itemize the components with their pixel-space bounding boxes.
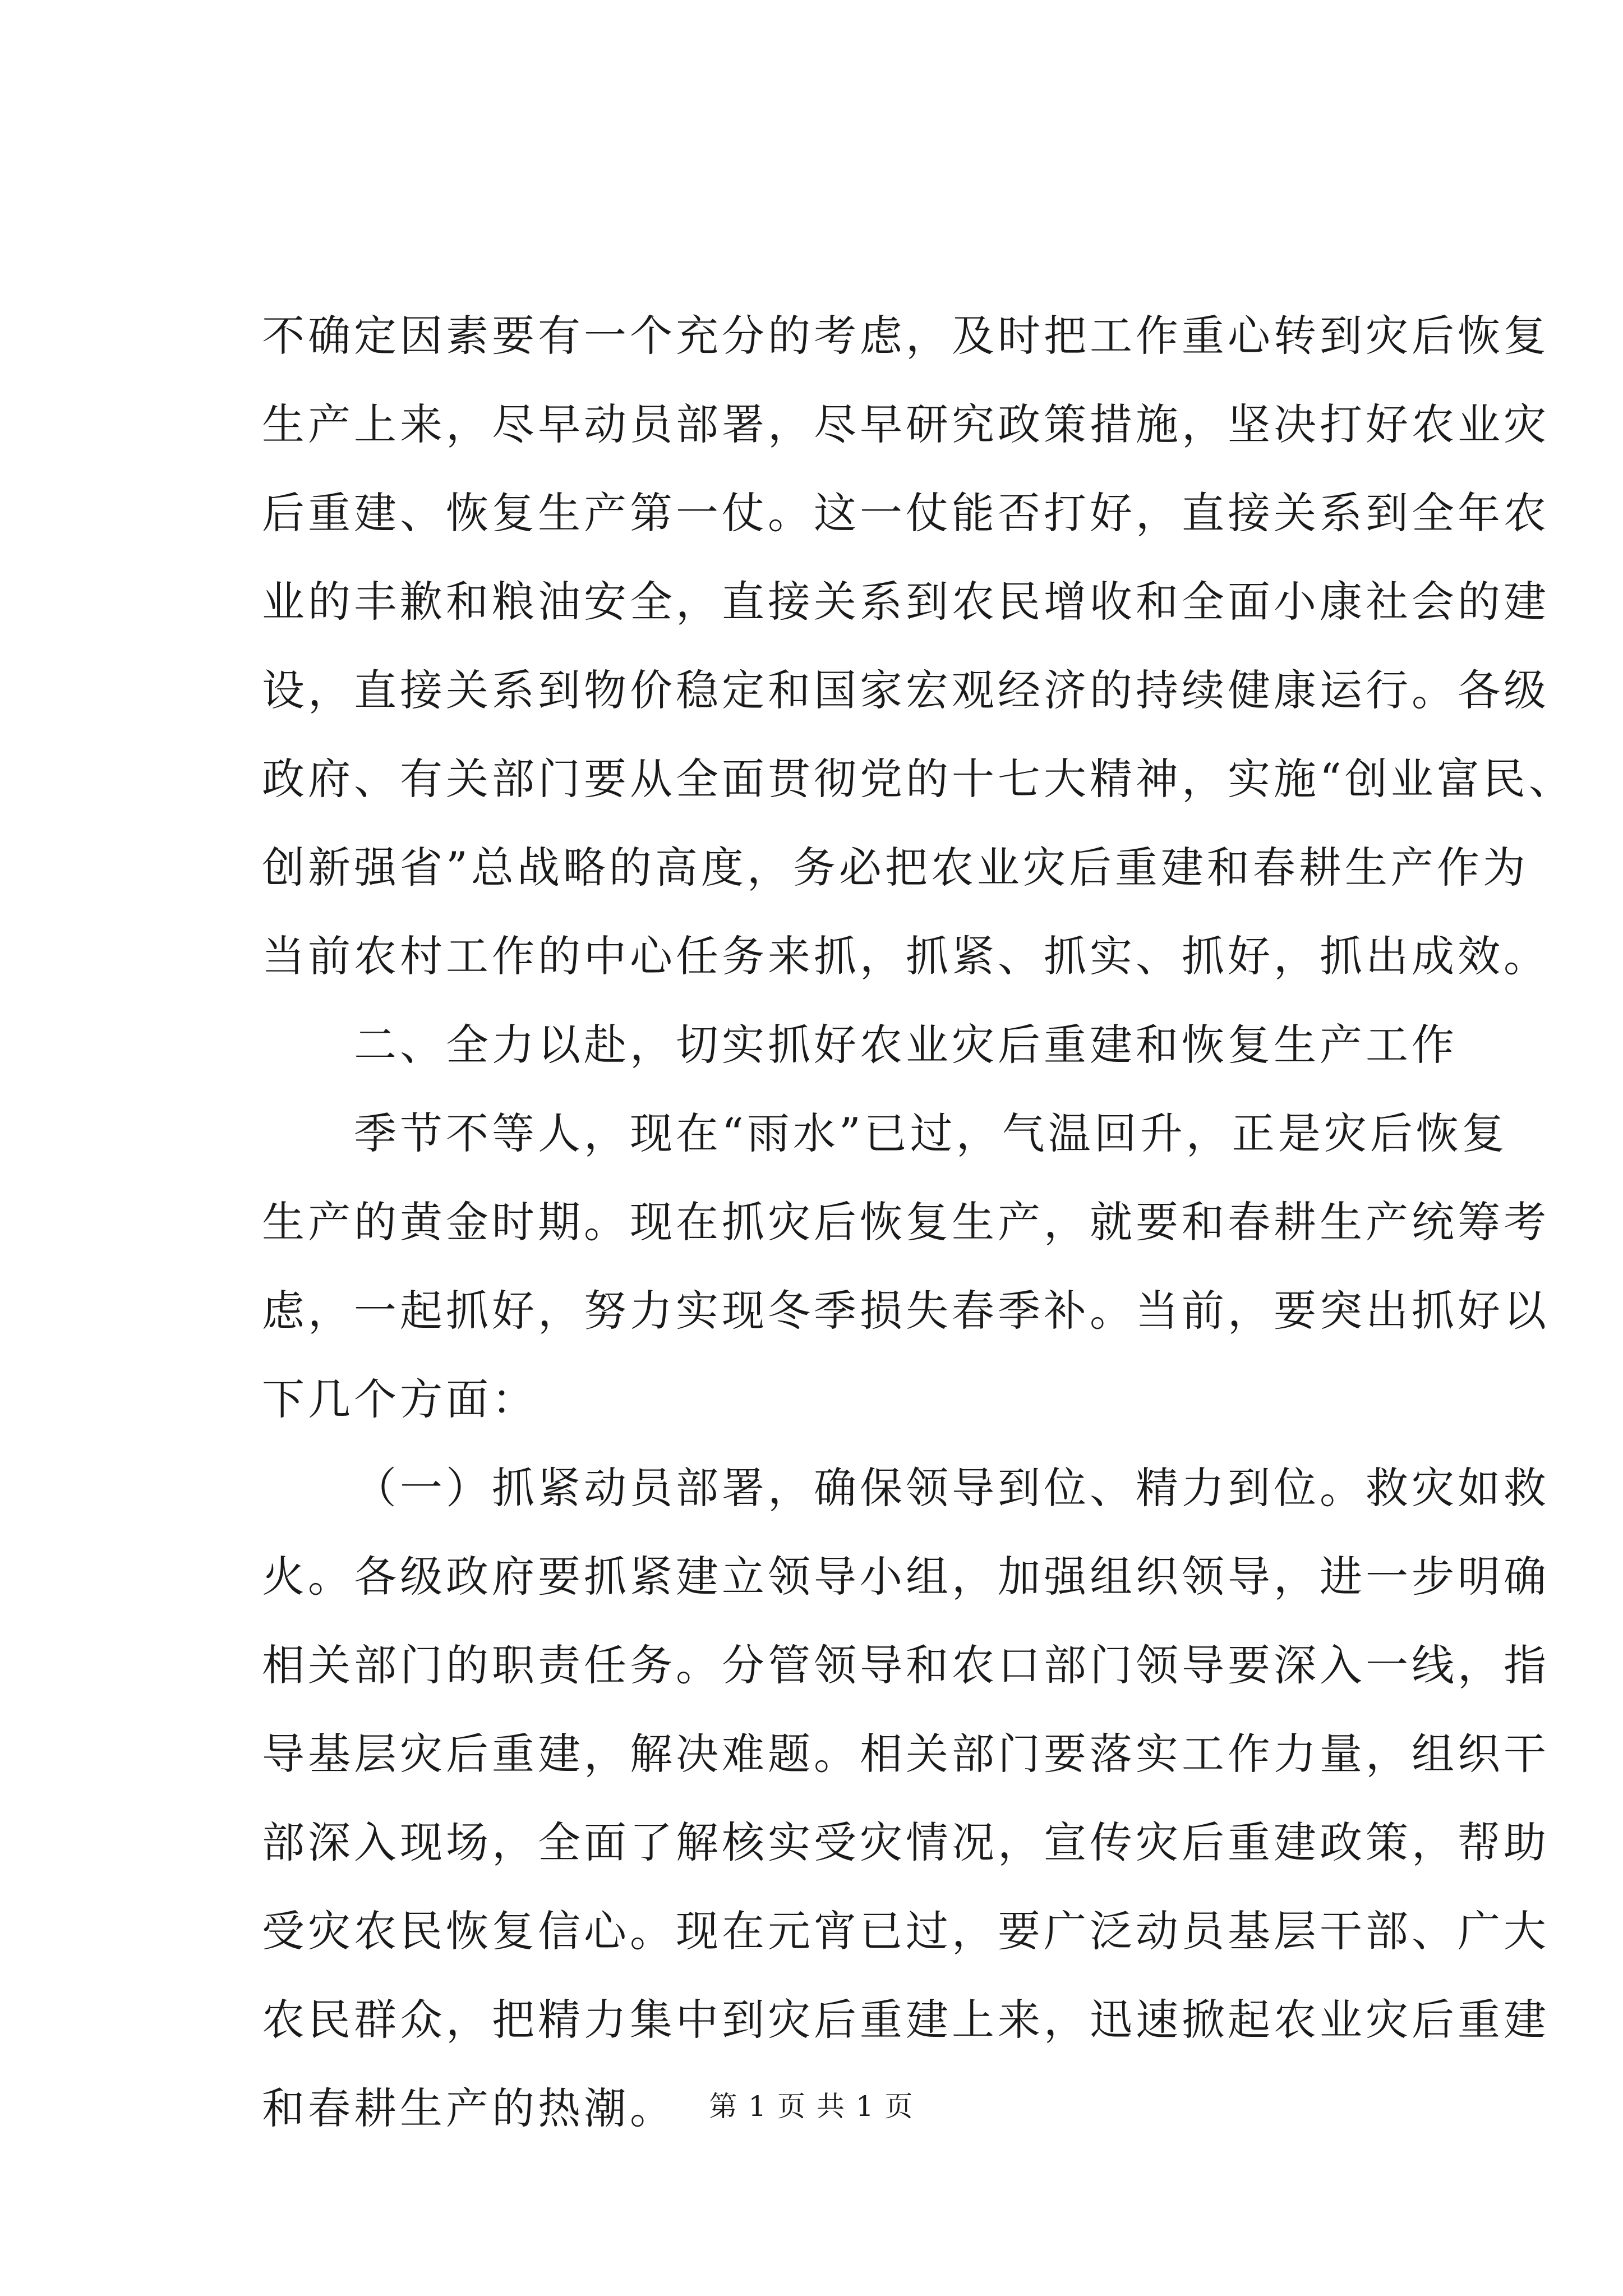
text-line: 当前农村工作的中心任务来抓，抓紧、抓实、抓好，抓出成效。 (262, 931, 1550, 981)
text-line: （一）抓紧动员部署，确保领导到位、精力到位。救灾如救 (354, 1463, 1550, 1513)
text-line: 季节不等人，现在“雨水”已过，气温回升，正是灾后恢复 (354, 1108, 1508, 1158)
text-line: 创新强省”总战略的高度，务必把农业灾后重建和春耕生产作为 (262, 843, 1529, 892)
heading-text: 二、全力以赴，切实抓好农业灾后重建和恢复生产工作 (354, 1020, 1458, 1070)
text-line: 生产的黄金时期。现在抓灾后恢复生产，就要和春耕生产统筹考 (262, 1197, 1550, 1247)
text-line: 设，直接关系到物价稳定和国家宏观经济的持续健康运行。各级 (262, 665, 1550, 715)
text-line: 政府、有关部门要从全面贯彻党的十七大精神，实施“创业富民、 (262, 754, 1575, 804)
paragraph-1 (262, 292, 1575, 1001)
text-line: 后重建、恢复生产第一仗。这一仗能否打好，直接关系到全年农 (262, 488, 1550, 538)
text-line: 生产上来，尽早动员部署，尽早研究政策措施，坚决打好农业灾 (262, 399, 1550, 449)
section-heading (262, 1001, 1458, 1089)
paragraph-3 (262, 1089, 1550, 1444)
page-number-label: 第 1 页 共 1 页 (709, 2090, 914, 2123)
text-line: 下几个方面： (262, 1374, 538, 1424)
text-line: 相关部门的职责任务。分管领导和农口部门领导要深入一线，指 (262, 1640, 1550, 1690)
text-line: 和春耕生产的热潮。 (262, 2083, 676, 2133)
text-line: 导基层灾后重建，解决难题。相关部门要落实工作力量，组织干 (262, 1729, 1550, 1779)
paragraph-4 (262, 1444, 1550, 2153)
page-footer (0, 2087, 1623, 2126)
text-line: 虑，一起抓好，努力实现冬季损失春季补。当前，要突出抓好以 (262, 1286, 1550, 1336)
text-line: 不确定因素要有一个充分的考虑，及时把工作重心转到灾后恢复 (262, 311, 1550, 361)
text-line: 农民群众，把精力集中到灾后重建上来，迅速掀起农业灾后重建 (262, 1995, 1550, 2045)
text-line: 部深入现场，全面了解核实受灾情况，宣传灾后重建政策，帮助 (262, 1818, 1550, 1867)
text-line: 业的丰歉和粮油安全，直接关系到农民增收和全面小康社会的建 (262, 577, 1550, 627)
document-body (262, 292, 1575, 2153)
text-line: 受灾农民恢复信心。现在元宵已过，要广泛动员基层干部、广大 (262, 1906, 1550, 1956)
text-line: 火。各级政府要抓紧建立领导小组，加强组织领导，进一步明确 (262, 1552, 1550, 1602)
